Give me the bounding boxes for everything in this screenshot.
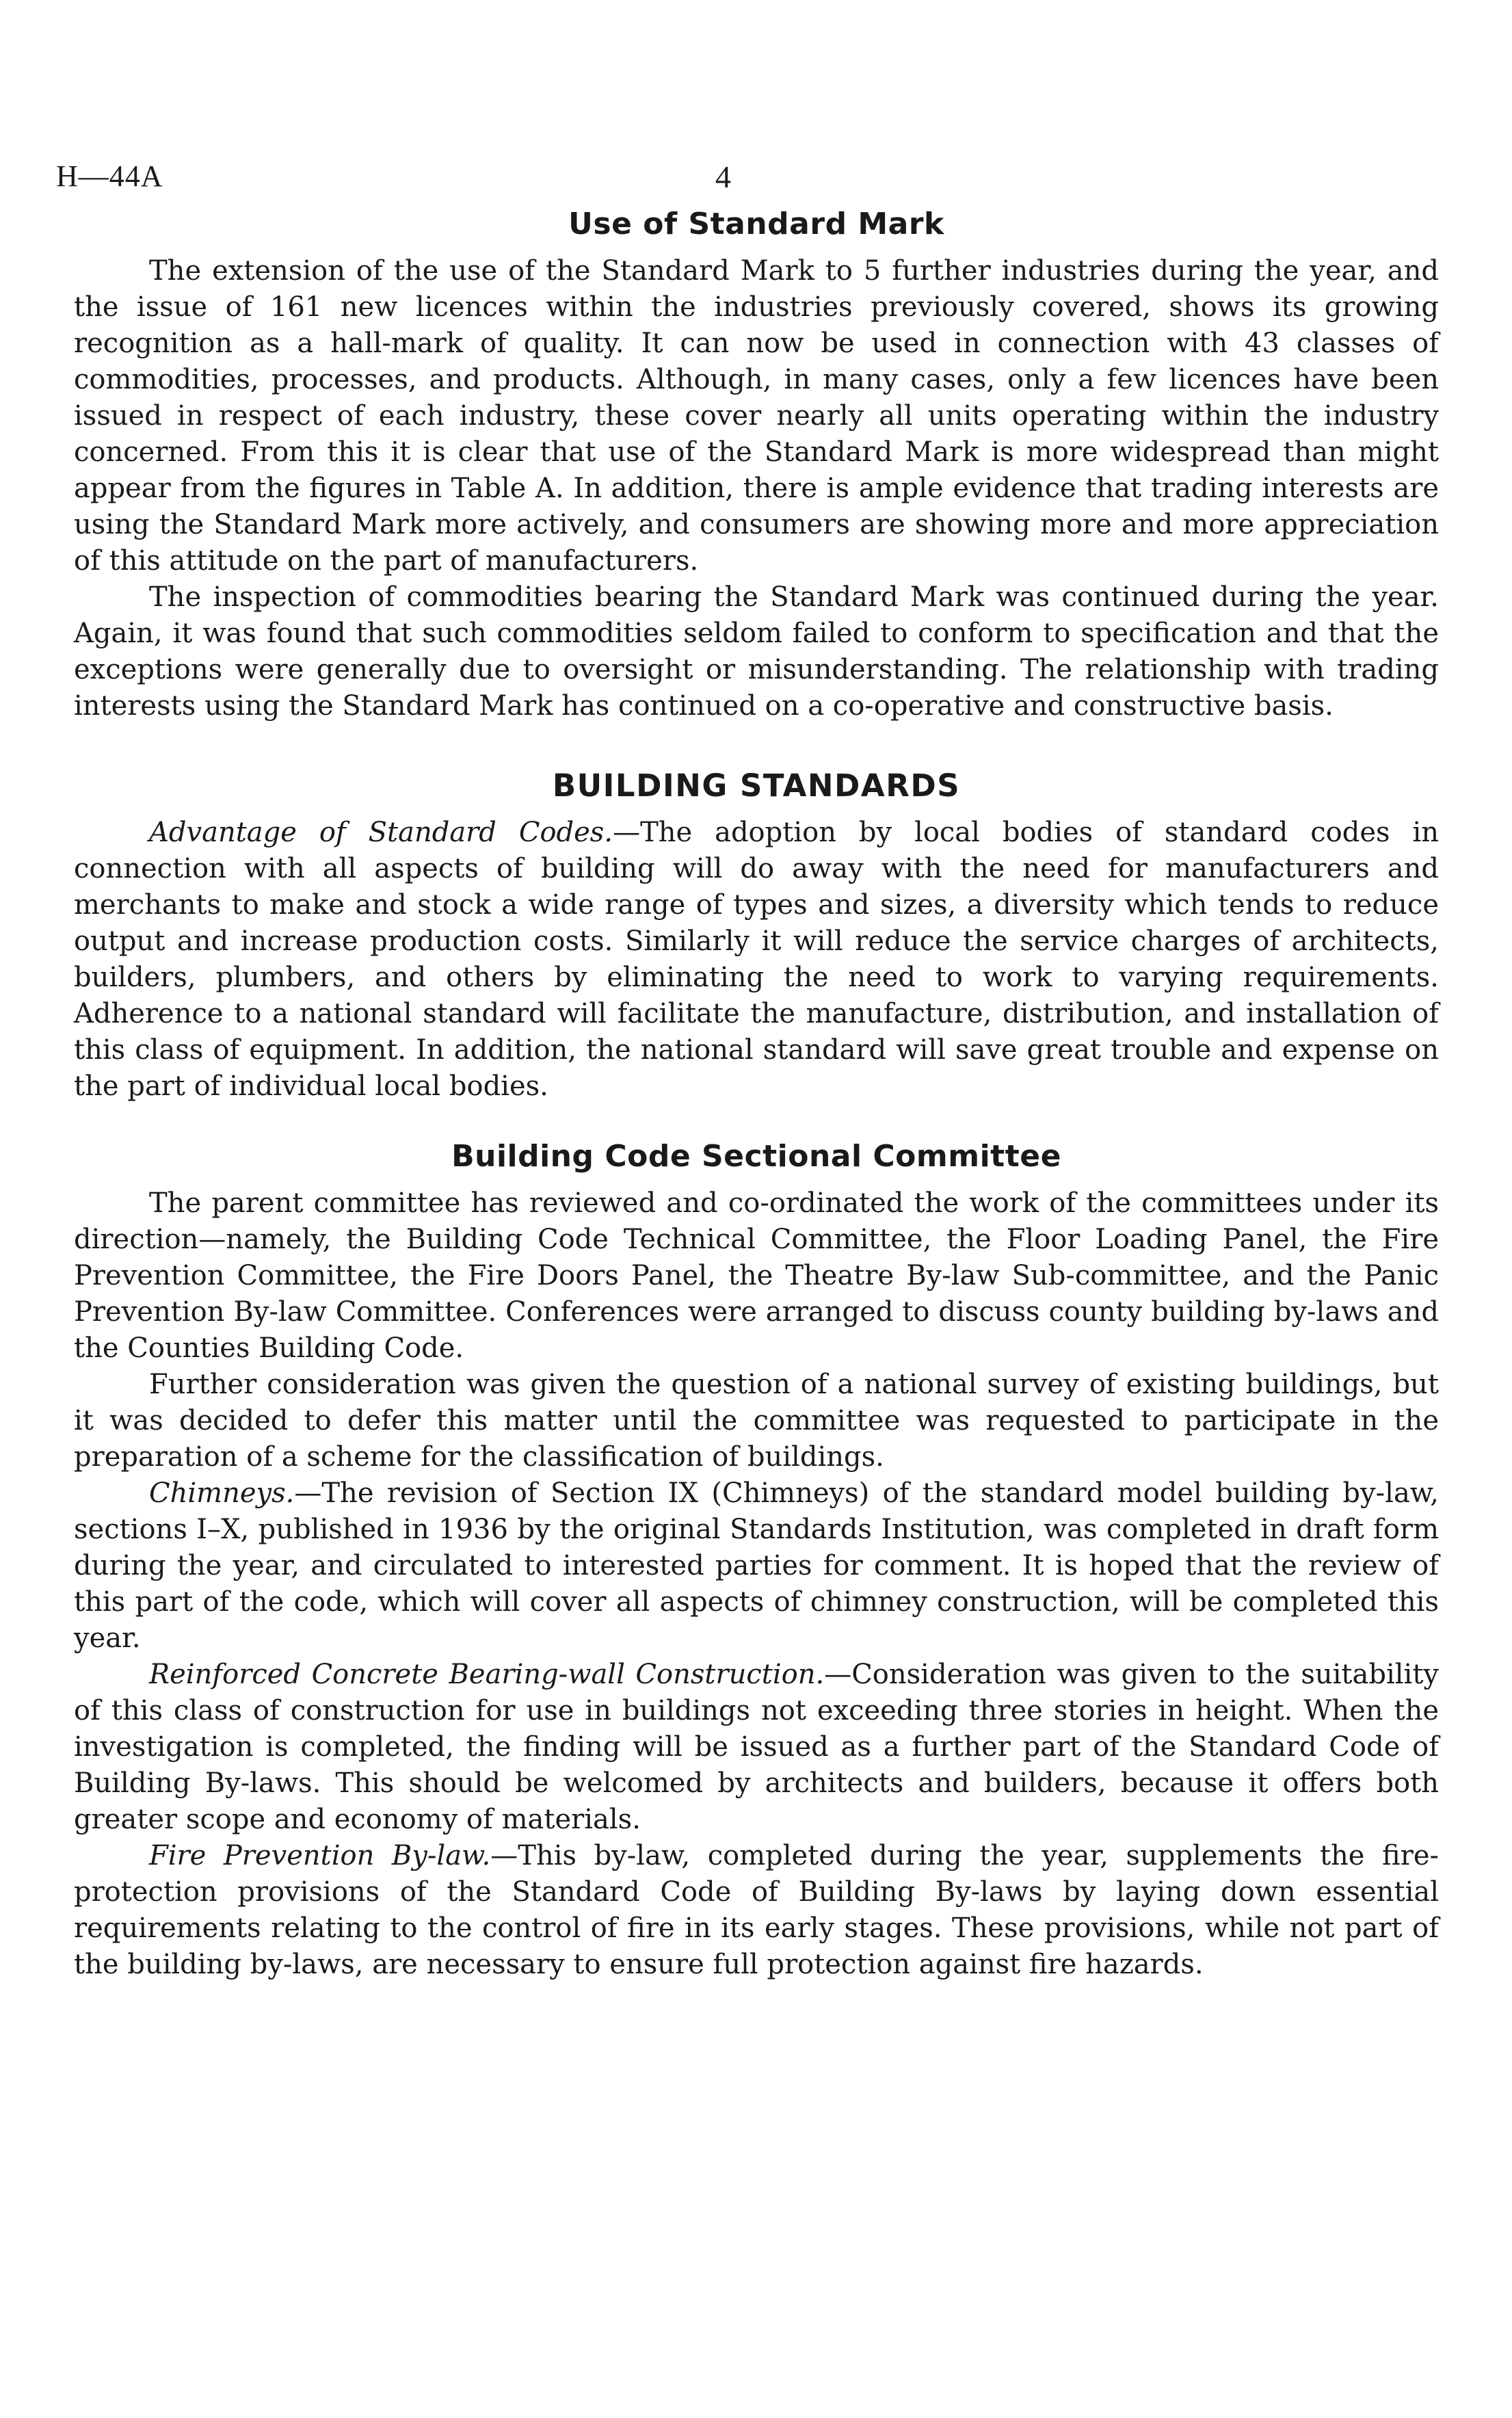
chimneys-paragraph xyxy=(74,1475,1439,1657)
standard-mark-paragraph: The extension of the use of the Standard Mark to 5 further industries during the year, and the issue of 161 new licences within the industries previously covered, shows its growing recognition as a hall-mark of quality. It can now be used in connection with 43 classes of commodities, processes, and products. Although, in many cases, only a few licences have been issued in respect of each industry, these cover nearly all units operating within the industry concerned. From this it is clear that use of the Standard Mark is more widespread than might appear from the figures in Table A. In addition, there is ample evidence that trading interests are using the Standard Mark more actively, and consumers are showing more and more appreciation of this attitude on the part of manufacturers. xyxy=(74,255,1439,577)
advantage-paragraph xyxy=(74,815,1439,1105)
advantage-title: Advantage of Standard Codes. xyxy=(149,817,613,848)
page-content xyxy=(74,205,1439,1983)
fire-prevention-paragraph xyxy=(74,1838,1439,1983)
reinforced-concrete-text: —Consideration was given to the suitability of this class of construction for use in buildings not exceeding three stories in height. When the investigation is completed, the finding will be issued as a further part of the Standard Code of Building By-laws. This should be welcomed by architects and builders, because it offers both greater scope and economy of materials. xyxy=(74,1659,1440,1835)
committee-heading: Building Code Sectional Committee xyxy=(451,1139,1061,1174)
standard-mark-paragraph: The inspection of commodities bearing the Standard Mark was continued during the year. Again, it was found that such commodities seldom failed to conform to specification and that the exceptions were generally due to oversight or misunderstanding. The relationship with trading interests using the Standard Mark has continued on a co-operative and constructive basis. xyxy=(74,581,1439,722)
standard-mark-section xyxy=(74,205,1439,724)
committee-paragraph: Further consideration was given the question of a national survey of existing buildings, but it was decided to defer this matter until the committee was requested to participate in the preparation of a scheme for the classification of buildings. xyxy=(74,1369,1439,1473)
standard-mark-heading: Use of Standard Mark xyxy=(568,207,944,241)
fire-prevention-text: —This by-law, completed during the year, supplements the fire-protection provisions of the Standard Code of Building By-laws by laying down essential requirements relating to the control of fire in its early stages. These provisions, while not part of the building by-laws, are necessary to ensure full protection against fire hazards. xyxy=(74,1840,1440,1980)
committee-section xyxy=(74,1138,1439,1983)
reinforced-concrete-title: Reinforced Concrete Bearing-wall Construction. xyxy=(149,1659,825,1690)
document-reference: H—44A xyxy=(56,159,163,193)
section-gap xyxy=(74,1105,1439,1138)
building-standards-section xyxy=(74,767,1439,1105)
fire-prevention-title: Fire Prevention By-law. xyxy=(149,1840,491,1871)
committee-paragraph: The parent committee has reviewed and co-ordinated the work of the committees under its direction—namely, the Building Code Technical Committee, the Floor Loading Panel, the Fire Prevention Committee, the Fire Doors Panel, the Theatre By-law Sub-committee, and the Panic Prevention By-law Committee. Conferences were arranged to discuss county building by-laws and the Counties Building Code. xyxy=(74,1187,1439,1364)
section-gap xyxy=(74,724,1439,767)
reinforced-concrete-paragraph xyxy=(74,1657,1439,1838)
chimneys-text: —The revision of Section IX (Chimneys) of the standard model building by-law, sections I–X, published in 1936 by the original Standards Institution, was completed in draft form during the year, and circulated to interested parties for comment. It is hoped that the review of this part of the code, which will cover all aspects of chimney construction, will be completed this year. xyxy=(74,1477,1439,1654)
advantage-text: —The adoption by local bodies of standard codes in connection with all aspects of building will do away with the need for manufacturers and merchants to make and stock a wide range of types and sizes, a diversity which tends to reduce output and increase production costs. Similarly it will reduce the service charges of architects, builders, plumbers, and others by eliminating the need to work to varying requirements. Adherence to a national standard will facilitate the manufacture, distribution, and installation of this class of equipment. In addition, the national standard will save great trouble and expense on the part of individual local bodies. xyxy=(74,817,1440,1102)
page-number: 4 xyxy=(715,159,731,194)
chimneys-title: Chimneys. xyxy=(149,1477,295,1509)
building-standards-heading: BUILDING STANDARDS xyxy=(552,767,961,804)
